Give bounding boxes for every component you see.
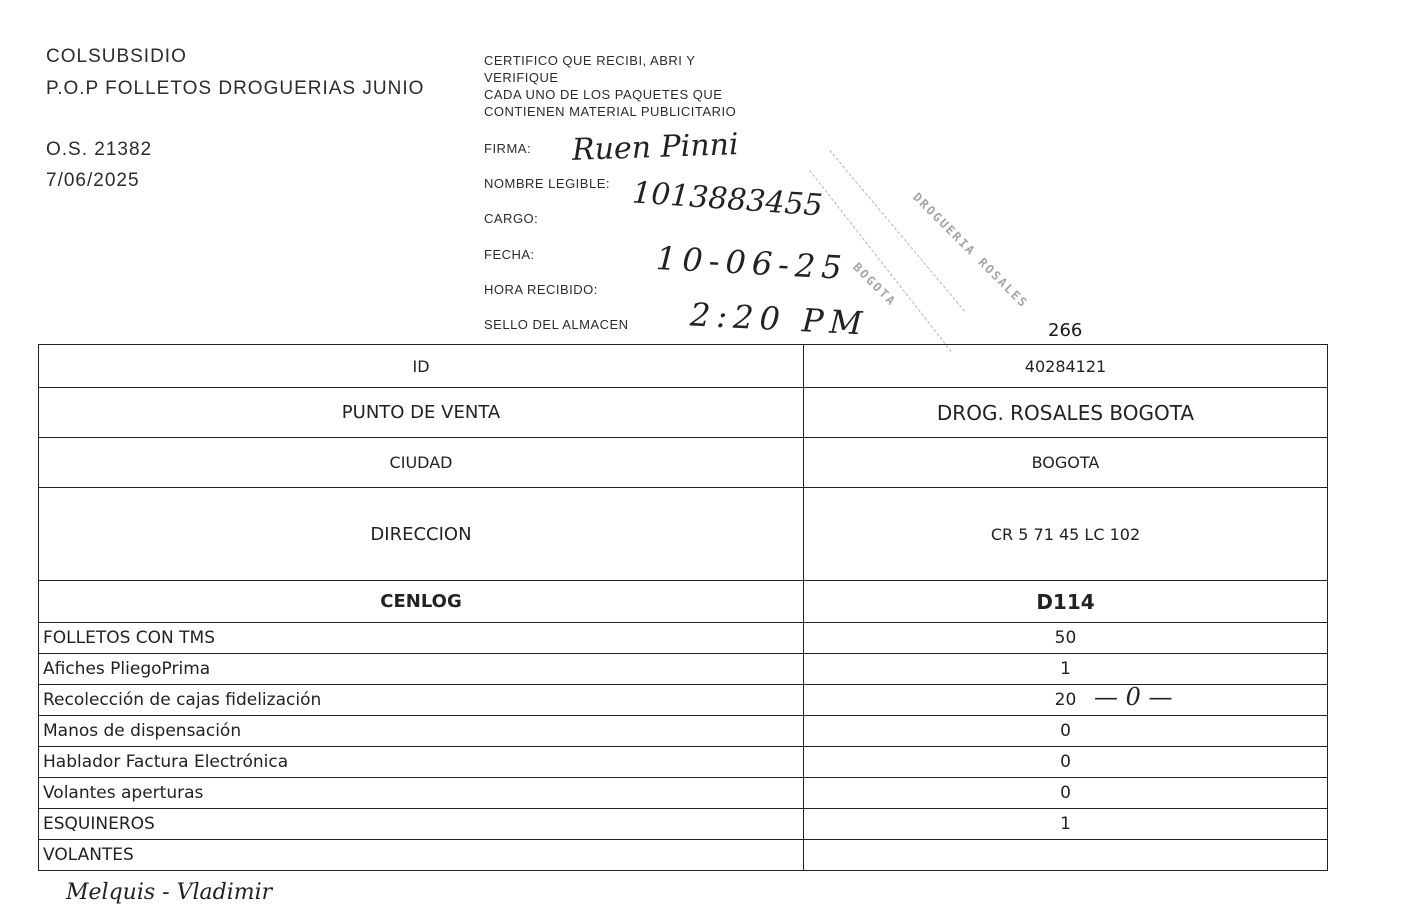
- handwritten-date: 10-06-25: [655, 239, 849, 287]
- item-label: Hablador Factura Electrónica: [39, 747, 804, 778]
- item-quantity: 0: [804, 747, 1328, 778]
- certificate-line: CADA UNO DE LOS PAQUETES QUE: [484, 87, 723, 102]
- hora-label: HORA RECIBIDO:: [484, 282, 598, 297]
- handwritten-correction: — 0 —: [1094, 683, 1173, 711]
- item-label: VOLANTES: [39, 840, 804, 871]
- table-row: [39, 623, 1328, 654]
- item-label: ESQUINEROS: [39, 809, 804, 840]
- item-quantity: 0: [804, 716, 1328, 747]
- table-row: [39, 809, 1328, 840]
- row-value-ciudad: BOGOTA: [804, 438, 1328, 488]
- fecha-label: FECHA:: [484, 247, 535, 262]
- row-label-cenlog: CENLOG: [39, 581, 804, 623]
- certificate-text: [484, 52, 736, 120]
- company-name: COLSUBSIDIO: [46, 46, 187, 67]
- handwritten-footer-note: Melquis - Vladimir: [66, 880, 273, 905]
- stamp-text: BOGOTA: [850, 260, 900, 310]
- stamp-border: [809, 170, 951, 352]
- stamp-text: DROGUERIA ROSALES: [910, 190, 1031, 311]
- row-label-punto-de-venta: PUNTO DE VENTA: [39, 388, 804, 438]
- certificate-line: CERTIFICO QUE RECIBI, ABRI Y: [484, 53, 696, 68]
- row-label-direccion: DIRECCION: [39, 488, 804, 581]
- item-label: Volantes aperturas: [39, 778, 804, 809]
- table-row: [39, 654, 1328, 685]
- delivery-table: [38, 344, 1328, 871]
- nombre-label: NOMBRE LEGIBLE:: [484, 176, 610, 191]
- item-quantity: [804, 840, 1328, 871]
- item-quantity: 1: [804, 809, 1328, 840]
- handwritten-signature: Ruen Pinni: [571, 127, 740, 168]
- order-number: O.S. 21382: [46, 139, 153, 160]
- item-label: Manos de dispensación: [39, 716, 804, 747]
- cargo-label: CARGO:: [484, 211, 539, 226]
- table-row: [39, 345, 1328, 388]
- page-number: 266: [1048, 320, 1083, 341]
- certificate-line: CONTIENEN MATERIAL PUBLICITARIO: [484, 104, 737, 119]
- table-row: [39, 685, 1328, 716]
- table-row: [39, 488, 1328, 581]
- table-row: [39, 840, 1328, 871]
- table-row: [39, 388, 1328, 438]
- row-label-ciudad: CIUDAD: [39, 438, 804, 488]
- row-label-id: ID: [39, 345, 804, 388]
- item-label: Recolección de cajas fidelización: [39, 685, 804, 716]
- row-value-cenlog: D114: [804, 581, 1328, 623]
- campaign-title: P.O.P FOLLETOS DROGUERIAS JUNIO: [46, 78, 425, 99]
- firma-label: FIRMA:: [484, 141, 532, 156]
- item-quantity: 20: [1054, 690, 1077, 710]
- item-quantity-cell: [804, 685, 1328, 716]
- handwritten-id-number: 1013883455: [631, 175, 824, 224]
- handwritten-time: 2:20 PM: [689, 295, 870, 343]
- row-value-punto-de-venta: DROG. ROSALES BOGOTA: [804, 388, 1328, 438]
- item-quantity: 50: [804, 623, 1328, 654]
- certificate-line: VERIFIQUE: [484, 70, 559, 85]
- table-row: [39, 778, 1328, 809]
- document-date: 7/06/2025: [46, 170, 140, 191]
- item-quantity: 1: [804, 654, 1328, 685]
- table-row: [39, 747, 1328, 778]
- item-quantity: 0: [804, 778, 1328, 809]
- item-label: FOLLETOS CON TMS: [39, 623, 804, 654]
- row-value-direccion: CR 5 71 45 LC 102: [804, 488, 1328, 581]
- table-row: [39, 716, 1328, 747]
- sello-label: SELLO DEL ALMACEN: [484, 317, 629, 332]
- item-label: Afiches PliegoPrima: [39, 654, 804, 685]
- table-row: [39, 438, 1328, 488]
- row-value-id: 40284121: [804, 345, 1328, 388]
- table-row: [39, 581, 1328, 623]
